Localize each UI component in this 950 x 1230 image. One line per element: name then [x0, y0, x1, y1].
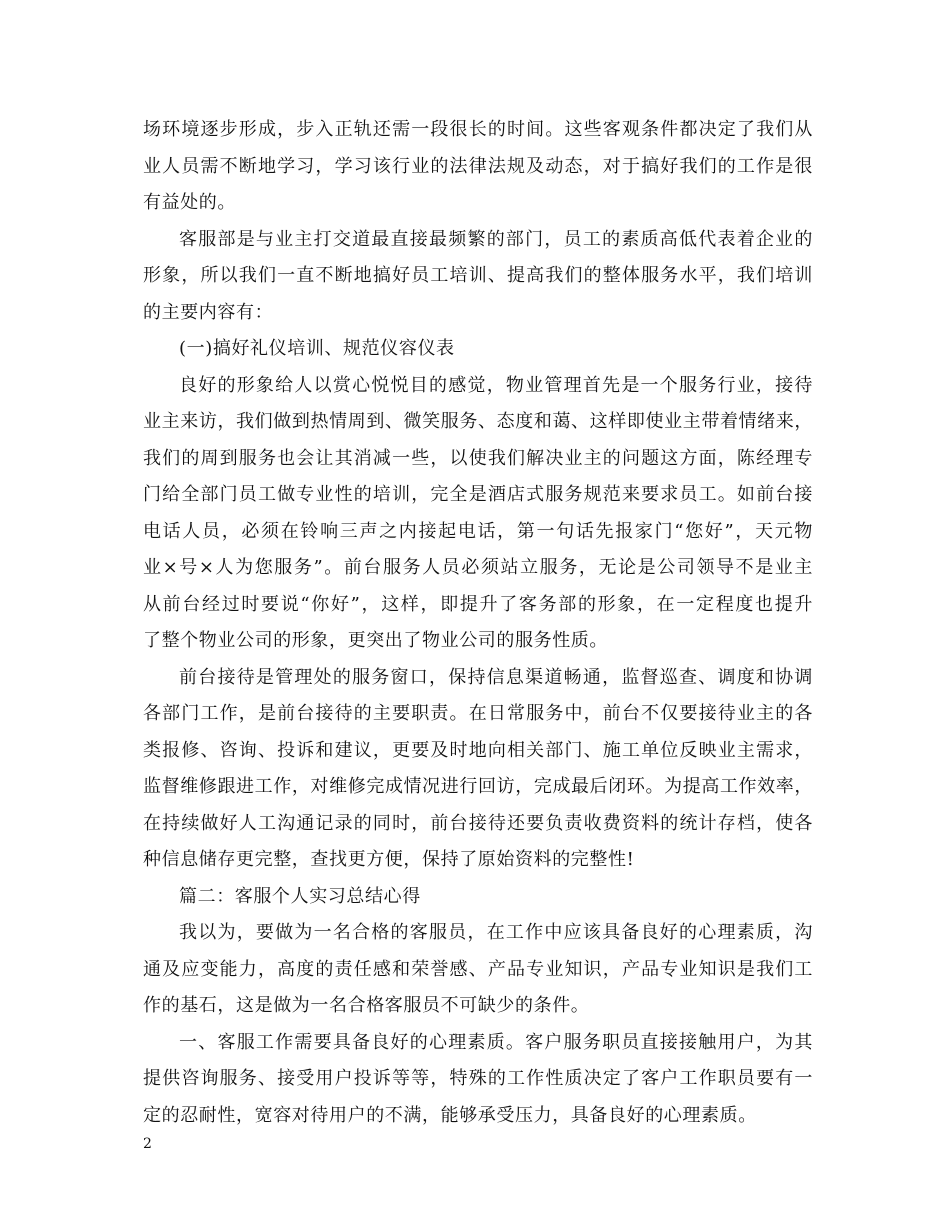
document-body	[143, 112, 813, 1134]
text-line: 了整个物业公司的形象，更突出了物业公司的服务性质。	[143, 630, 608, 651]
text-line: 篇二：客服个人实习总结心得	[179, 885, 421, 907]
text-line: 前台接待是管理处的服务窗口，保持信息渠道畅通，监督巡查、调度和协调	[179, 666, 813, 688]
text-line: 业人员需不断地学习，学习该行业的法律法规及动态，对于搞好我们的工作是很	[143, 155, 813, 177]
text-line: 有益处的。	[143, 192, 236, 213]
text-line: 类报修、咨询、投诉和建议，更要及时地向相关部门、施工单位反映业主需求，	[143, 739, 813, 761]
text-line: 作的基石，这是做为一名合格客服员不可缺少的条件。	[143, 995, 590, 1016]
text-line: 监督维修跟进工作，对维修完成情况进行回访，完成最后闭环。为提高工作效率，	[143, 776, 813, 797]
text-line: 从前台经过时要说“你好”，这样，即提升了客务部的形象，在一定程度也提升	[143, 593, 813, 615]
text-line: 的主要内容有：	[143, 301, 274, 323]
text-line: 客服部是与业主打交道最直接最频繁的部门，员工的素质高低代表着企业的	[179, 228, 813, 250]
text-line: 门给全部门员工做专业性的培训，完全是酒店式服务规范来要求员工。如前台接	[143, 484, 813, 505]
text-line: 通及应变能力，高度的责任感和荣誉感、产品专业知识，产品专业知识是我们工	[143, 958, 813, 980]
text-line: 我以为，要做为一名合格的客服员，在工作中应该具备良好的心理素质，沟	[179, 922, 813, 943]
text-line: 良好的形象给人以赏心悦悦目的感觉，物业管理首先是一个服务行业，接待	[179, 374, 813, 396]
text-line: 形象，所以我们一直不断地搞好员工培训、提高我们的整体服务水平，我们培训	[143, 265, 813, 286]
text-line: 一、客服工作需要具备良好的心理素质。客户服务职员直接接触用户，为其	[179, 1031, 813, 1053]
text-line: 业主来访，我们做到热情周到、微笑服务、态度和蔼、这样即使业主带着情绪来，	[143, 411, 813, 432]
text-line: (一)搞好礼仪培训、规范仪容仪表	[179, 338, 455, 359]
text-line: 我们的周到服务也会让其消减一些，以使我们解决业主的问题这方面，陈经理专	[143, 447, 813, 469]
text-line: 场环境逐步形成，步入正轨还需一段很长的时间。这些客观条件都决定了我们从	[143, 119, 813, 140]
page-number: 2	[143, 1136, 152, 1152]
text-line: 定的忍耐性，宽容对待用户的不满，能够承受压力，具备良好的心理素质。	[143, 1104, 757, 1126]
text-line: 各部门工作，是前台接待的主要职责。在日常服务中，前台不仅要接待业主的各	[143, 703, 813, 724]
text-line: 电话人员，必须在铃响三声之内接起电话，第一句话先报家门“您好”，天元物	[143, 520, 813, 542]
text-line: 在持续做好人工沟通记录的同时，前台接待还要负责收费资料的统计存档，使各	[143, 812, 813, 834]
text-line: 业×号×人为您服务”。前台服务人员必须站立服务，无论是公司领导不是业主	[143, 557, 813, 578]
text-line: 提供咨询服务、接受用户投诉等等，特殊的工作性质决定了客户工作职员要有一	[143, 1068, 813, 1089]
text-line: 种信息储存更完整，查找更方便，保持了原始资料的完整性!	[143, 849, 635, 870]
